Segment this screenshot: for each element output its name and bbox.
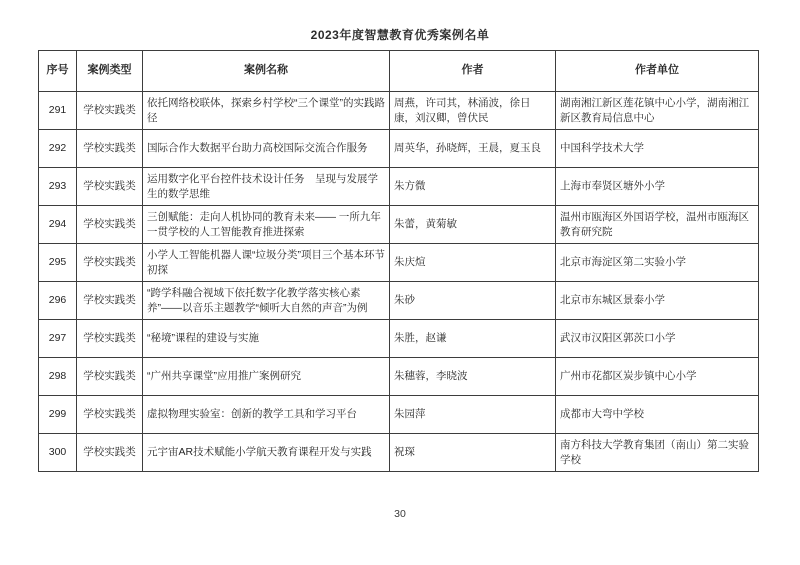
- case-name-cell: “跨学科融合视域下依托数字化教学落实核心素养”——以音乐主题教学“倾听大自然的声音”为例: [143, 282, 390, 320]
- case-name-cell: “秘境”课程的建设与实施: [143, 320, 390, 358]
- col-header-case-type: 案例类型: [77, 51, 143, 92]
- row-number-cell: 293: [39, 168, 77, 206]
- table-row: [39, 320, 759, 358]
- table-row: [39, 358, 759, 396]
- cases-table: [38, 50, 759, 472]
- row-number-cell: 297: [39, 320, 77, 358]
- case-type-cell: 学校实践类: [77, 282, 143, 320]
- col-header-authors: 作者: [390, 51, 556, 92]
- case-type-cell: 学校实践类: [77, 168, 143, 206]
- authors-cell: 朱庆煊: [390, 244, 556, 282]
- case-name-cell: 小学人工智能机器人课“垃圾分类”项目三个基本环节初探: [143, 244, 390, 282]
- table-row: [39, 244, 759, 282]
- table-header-row: [39, 51, 759, 92]
- case-name-cell: 国际合作大数据平台助力高校国际交流合作服务: [143, 130, 390, 168]
- page-title: 2023年度智慧教育优秀案例名单: [310, 28, 490, 42]
- case-name-cell: 三创赋能：走向人机协同的教育未来—— 一所九年一贯学校的人工智能教育推进探索: [143, 206, 390, 244]
- unit-cell: 上海市奉贤区塘外小学: [556, 168, 759, 206]
- case-name-cell: 虚拟物理实验室：创新的教学工具和学习平台: [143, 396, 390, 434]
- row-number-cell: 295: [39, 244, 77, 282]
- authors-cell: 朱园萍: [390, 396, 556, 434]
- col-header-unit: 作者单位: [556, 51, 759, 92]
- row-number-cell: 291: [39, 92, 77, 130]
- table-row: [39, 168, 759, 206]
- authors-cell: 朱胜，赵谦: [390, 320, 556, 358]
- authors-cell: 周英华，孙晓辉，王晨，夏玉良: [390, 130, 556, 168]
- case-name-cell: 元宇宙AR技术赋能小学航天教育课程开发与实践: [143, 434, 390, 472]
- authors-cell: 朱砂: [390, 282, 556, 320]
- authors-cell: 周燕，许司其，林涌波，徐日康，刘汉卿，曾伏民: [390, 92, 556, 130]
- table-row: [39, 434, 759, 472]
- unit-cell: 北京市海淀区第二实验小学: [556, 244, 759, 282]
- case-type-cell: 学校实践类: [77, 130, 143, 168]
- table-row: [39, 130, 759, 168]
- case-name-cell: 依托网络校联体，探索乡村学校“三个课堂”的实践路径: [143, 92, 390, 130]
- case-type-cell: 学校实践类: [77, 320, 143, 358]
- col-header-number: 序号: [39, 51, 77, 92]
- case-type-cell: 学校实践类: [77, 206, 143, 244]
- page-number: 30: [394, 508, 406, 520]
- unit-cell: 成都市大弯中学校: [556, 396, 759, 434]
- case-type-cell: 学校实践类: [77, 396, 143, 434]
- table-row: [39, 396, 759, 434]
- authors-cell: 朱穗蓉，李晓波: [390, 358, 556, 396]
- col-header-case-name: 案例名称: [143, 51, 390, 92]
- case-name-cell: 运用数字化平台控件技术设计任务 呈现与发展学生的数学思维: [143, 168, 390, 206]
- row-number-cell: 298: [39, 358, 77, 396]
- row-number-cell: 299: [39, 396, 77, 434]
- unit-cell: 武汉市汉阳区郭茨口小学: [556, 320, 759, 358]
- case-name-cell: “广州共享课堂”应用推广案例研究: [143, 358, 390, 396]
- row-number-cell: 294: [39, 206, 77, 244]
- authors-cell: 朱方微: [390, 168, 556, 206]
- table-row: [39, 282, 759, 320]
- unit-cell: 广州市花都区炭步镇中心小学: [556, 358, 759, 396]
- row-number-cell: 296: [39, 282, 77, 320]
- authors-cell: 祝琛: [390, 434, 556, 472]
- authors-cell: 朱蕾，黄菊敏: [390, 206, 556, 244]
- table-row: [39, 206, 759, 244]
- unit-cell: 中国科学技术大学: [556, 130, 759, 168]
- case-type-cell: 学校实践类: [77, 92, 143, 130]
- unit-cell: 温州市瓯海区外国语学校，温州市瓯海区教育研究院: [556, 206, 759, 244]
- case-type-cell: 学校实践类: [77, 358, 143, 396]
- table-row: [39, 92, 759, 130]
- row-number-cell: 292: [39, 130, 77, 168]
- case-type-cell: 学校实践类: [77, 244, 143, 282]
- case-type-cell: 学校实践类: [77, 434, 143, 472]
- row-number-cell: 300: [39, 434, 77, 472]
- unit-cell: 湖南湘江新区莲花镇中心小学，湖南湘江新区教育局信息中心: [556, 92, 759, 130]
- unit-cell: 南方科技大学教育集团（南山）第二实验学校: [556, 434, 759, 472]
- unit-cell: 北京市东城区景泰小学: [556, 282, 759, 320]
